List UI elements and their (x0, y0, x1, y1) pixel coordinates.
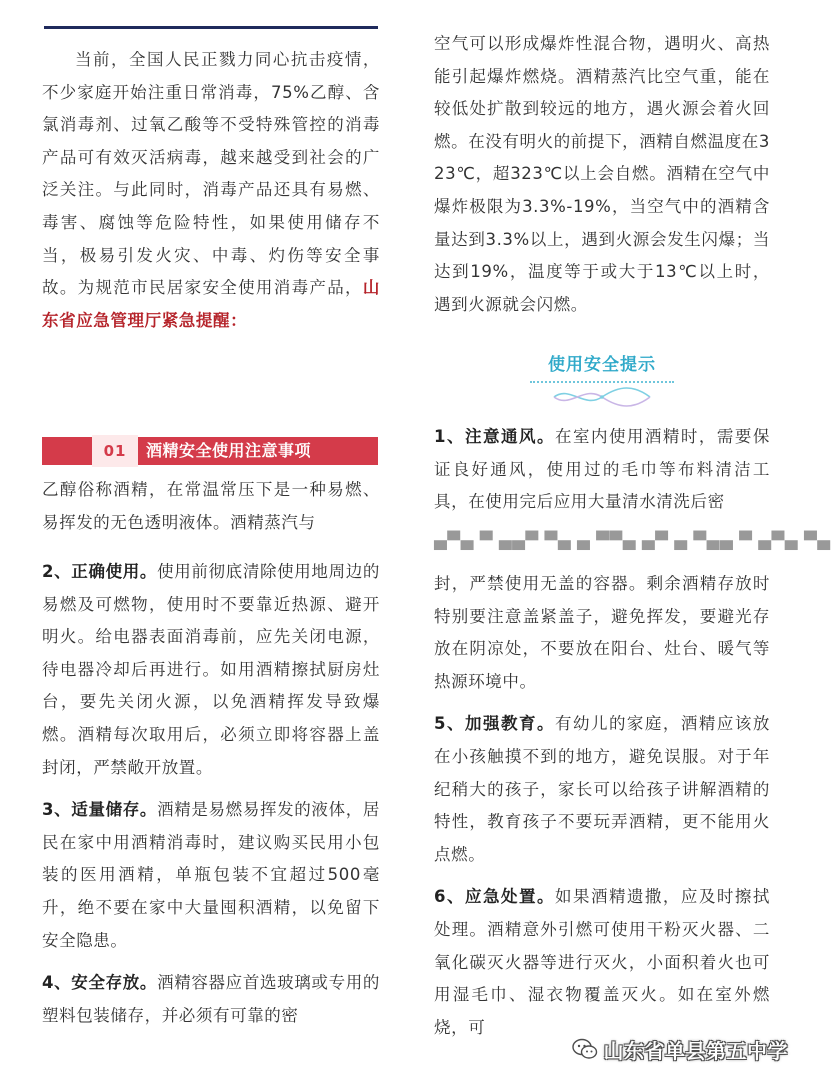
section-title: 酒精安全使用注意事项 (146, 441, 312, 460)
item-lead: 1、注意通风。 (434, 427, 555, 446)
section-number: 01 (92, 435, 138, 467)
intro-section (42, 44, 380, 337)
list-item (434, 881, 770, 1044)
list-item (434, 568, 770, 698)
item-text: 如果酒精遗撒，应及时擦拭处理。酒精意外引燃可使用干粉灭火器、二氧化碳灭火器等进行灭火，小面积着火也可用湿毛巾、湿衣物覆盖灭火。如在室外燃烧，可 (434, 887, 770, 1037)
continuation-paragraph: 空气可以形成爆炸性混合物，遇明火、高热能引起爆炸燃烧。酒精蒸汽比空气重，能在较低处扩散到较远的地方，遇火源会着火回燃。在没有明火的前提下，酒精自燃温度在323℃，超323℃以上会自燃。酒精在空气中爆炸极限为3.3%-19%，当空气中的酒精含量达到3.3%以上，遇到火源会发生闪爆；当达到19%，温度等于或大于13℃以上时，遇到火源就会闪燃。 (434, 34, 770, 314)
tips-heading (434, 350, 770, 412)
right-panel (434, 0, 831, 1083)
list-item (434, 421, 770, 519)
list-item (42, 794, 380, 957)
top-divider (44, 26, 378, 29)
left-items-list (42, 556, 380, 1042)
section1-body (42, 474, 380, 530)
list-item (42, 556, 380, 784)
item-text: 封，严禁使用无盖的容器。剩余酒精存放时特别要注意盖紧盖子，避免挥发，要避光存放在阴凉处，不要放在阳台、灶台、暖气等热源环境中。 (434, 574, 770, 691)
intro-emphasis: 山东省应急管理厅紧急提醒： (42, 278, 380, 330)
item-lead: 6、应急处置。 (434, 887, 555, 907)
item-text: 在室内使用酒精时，需要保证良好通风，使用过的毛巾等布料清洁工具，在使用完后应用大量清水清洗后密 (434, 427, 770, 512)
right-items-list (434, 568, 770, 1054)
dotted-underline (530, 381, 674, 385)
watermark-text: 山东省单县第五中学 (603, 1038, 788, 1063)
left-panel (42, 0, 380, 1083)
item-text: 使用前彻底清除使用地周边的易燃及可燃物，使用时不要靠近热源、避开明火。给电器表面消毒前，应先关闭电源，待电器冷却后再进行。如用酒精擦拭厨房灶台，要先关闭火源，以免酒精挥发导致爆燃。酒精每次取用后，必须立即将容器上盖封闭，严禁敞开放置。 (42, 562, 380, 777)
continuation-section (434, 28, 770, 321)
list-item (42, 967, 380, 1032)
right-item-1 (434, 421, 770, 519)
list-item (434, 708, 770, 871)
item-text: 酒精容器应首选玻璃或专用的塑料包装储存，并必须有可靠的密 (42, 973, 380, 1025)
cropped-text-decoration: ▄▀▄ ▀ ▄▄▀ ▀▄ ▄ ▀▀▄ ▄▀ ▄ ▀▄▄ ▀ ▄▀▄ ▀▄ (434, 531, 831, 550)
item-lead: 2、正确使用。 (42, 562, 158, 581)
intro-text: 当前，全国人民正戮力同心抗击疫情，不少家庭开始注重日常消毒，75%乙醇、含氯消毒剂、过氧乙酸等不受特殊管控的消毒产品可有效灭活病毒，越来越受到社会的广泛关注。与此同时，消毒产品还具有易燃、毒害、腐蚀等危险特性，如果使用储存不当，极易引发火灾、中毒、灼伤等安全事故。为规范市民居家安全使用消毒产品， (42, 50, 380, 298)
section1-paragraph: 乙醇俗称酒精，在常温常压下是一种易燃、易挥发的无色透明液体。酒精蒸汽与 (42, 480, 380, 532)
item-text: 酒精是易燃易挥发的液体，居民在家中用酒精消毒时，建议购买民用小包装的医用酒精，单瓶包装不宜超过500毫升，绝不要在家中大量囤积酒精，以免留下安全隐患。 (42, 800, 380, 950)
intro-paragraph (42, 44, 380, 337)
item-text: 有幼儿的家庭，酒精应该放在小孩触摸不到的地方，避免误服。对于年纪稍大的孩子，家长可以给孩子讲解酒精的特性，教育孩子不要玩弄酒精，更不能用火点燃。 (434, 714, 770, 864)
wechat-icon (572, 1038, 598, 1060)
cropped-text-strip (434, 531, 831, 557)
section-header-01 (42, 435, 378, 467)
item-lead: 5、加强教育。 (434, 714, 555, 734)
wave-ornament-icon (552, 386, 652, 408)
item-lead: 4、安全存放。 (42, 973, 158, 993)
tips-title: 使用安全提示 (548, 355, 656, 375)
item-lead: 3、适量储存。 (42, 800, 158, 820)
watermark (572, 1035, 789, 1063)
